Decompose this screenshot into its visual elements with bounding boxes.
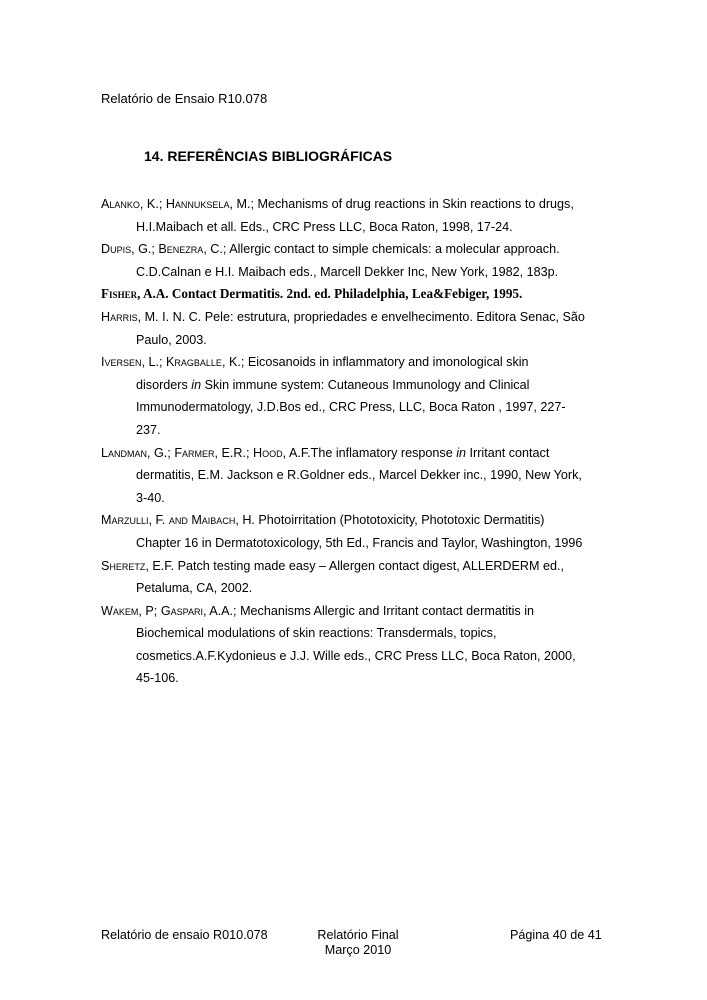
reference-continuation: C.D.Calnan e H.I. Maibach eds., Marcell Dekker Inc, New York, 1982, 183p. [136, 264, 559, 279]
author-initials: , P; [138, 603, 161, 618]
reference-item [101, 306, 611, 351]
reference-continuation: 45-106. [136, 671, 179, 686]
author-name: Hood [253, 445, 283, 460]
reference-list [101, 193, 611, 690]
author-initials: , [282, 445, 289, 460]
author-initials: , M. I. N. C. [137, 309, 205, 324]
author-initials: , K.; [139, 197, 166, 211]
footer-report-type [308, 928, 408, 958]
reference-text: Allergic contact to simple chemicals: a molecular approach. [229, 242, 560, 257]
author-name: Wakem [101, 603, 139, 618]
author-name: Gaspari [160, 603, 203, 618]
author-initials: , K.; [221, 355, 248, 370]
author-name: and Maibach [168, 513, 236, 528]
reference-text: H. Photoirritation (Phototoxicity, Phototoxic Dermatitis) [242, 513, 545, 528]
reference-continuation: H.I.Maibach et all. Eds., CRC Press LLC, Boca Raton, 1998, 17-24. [136, 219, 513, 234]
author-initials: , F. [148, 513, 169, 528]
author-initials: , A.A.; [202, 603, 241, 618]
reference-continuation: Petaluma, CA, 2002. [136, 581, 253, 596]
footer-page-number: Página 40 de 41 [510, 928, 602, 942]
author-name: Iversen [101, 355, 142, 370]
footer-report-title: Relatório Final [317, 928, 399, 942]
author-name: Harris [101, 309, 138, 324]
author-initials: , C.; [203, 242, 230, 257]
reference-item [101, 283, 611, 306]
italic-text: in [456, 445, 467, 460]
reference-text: E.F. Patch testing made easy – Allergen contact digest, ALLERDERM ed., [152, 558, 565, 573]
author-name: Benezra [158, 242, 204, 257]
author-name: Landman [101, 445, 148, 460]
reference-text: Mechanisms of drug reactions in Skin reactions to drugs, [257, 197, 574, 211]
reference-item [101, 193, 611, 238]
footer-report-date: Março 2010 [324, 943, 392, 957]
reference-continuation: Paulo, 2003. [136, 332, 207, 347]
reference-item [101, 600, 611, 690]
reference-continuation: cosmetics.A.F.Kydonieus e J.J. Wille eds., CRC Press LLC, Boca Raton, 2000, [136, 648, 576, 663]
reference-text: Skin immune system: Cutaneous Immunology and Clinical [201, 377, 530, 392]
reference-item [101, 442, 611, 510]
author-name: Dupis [101, 242, 132, 257]
reference-continuation: dermatitis, E.M. Jackson e R.Goldner eds., Marcel Dekker inc., 1990, New York, [136, 468, 582, 483]
reference-continuation: 3-40. [136, 490, 165, 505]
reference-item [101, 238, 611, 283]
reference-continuation: Biochemical modulations of skin reactions: Transdermals, topics, [136, 626, 497, 641]
page-header: Relatório de Ensaio R10.078 [101, 91, 268, 106]
author-name: Kragballe [166, 355, 222, 370]
author-name: Sheretz [101, 558, 146, 573]
author-initials: , M.; [229, 197, 258, 211]
author-name: Alanko [101, 197, 140, 211]
author-name: Marzulli [101, 513, 149, 528]
reference-continuation: 237. [136, 422, 161, 437]
section-title: 14. REFERÊNCIAS BIBLIOGRÁFICAS [144, 148, 393, 164]
reference-continuation: Chapter 16 in Dermatotoxicology, 5th Ed., Francis and Taylor, Washington, 1996 [136, 535, 583, 550]
author-initials: , E.R.; [214, 445, 254, 460]
author-initials: , G.; [147, 445, 175, 460]
author-name: Farmer [174, 445, 215, 460]
reference-item [101, 555, 611, 600]
author-initials: , [145, 558, 153, 573]
reference-item [101, 351, 611, 441]
author-initials: , [235, 513, 243, 528]
reference-text: A.F.The inflamatory response [288, 445, 457, 460]
author-name: Fisher [101, 286, 138, 302]
reference-text: disorders [136, 377, 192, 392]
reference-text: Irritant contact [466, 445, 550, 460]
author-initials: , L.; [141, 355, 167, 370]
author-name: Hannuksela [165, 197, 230, 211]
reference-text: Eicosanoids in inflammatory and imonological skin [247, 355, 529, 370]
reference-continuation: Immunodermatology, J.D.Bos ed., CRC Press, LLC, Boca Raton , 1997, 227- [136, 400, 566, 415]
author-initials: , A.A. [137, 286, 172, 302]
italic-text: in [191, 377, 202, 392]
reference-text: Contact Dermatitis. 2nd. ed. Philadelphia, Lea&Febiger, 1995. [171, 286, 523, 302]
reference-text: Pele: estrutura, propriedades e envelhecimento. Editora Senac, São [204, 309, 585, 324]
reference-item [101, 509, 611, 554]
author-initials: , G.; [131, 242, 159, 257]
reference-continuation [101, 374, 611, 397]
reference-text: Mechanisms Allergic and Irritant contact dermatitis in [240, 603, 535, 618]
footer-report-id: Relatório de ensaio R010.078 [101, 928, 268, 942]
